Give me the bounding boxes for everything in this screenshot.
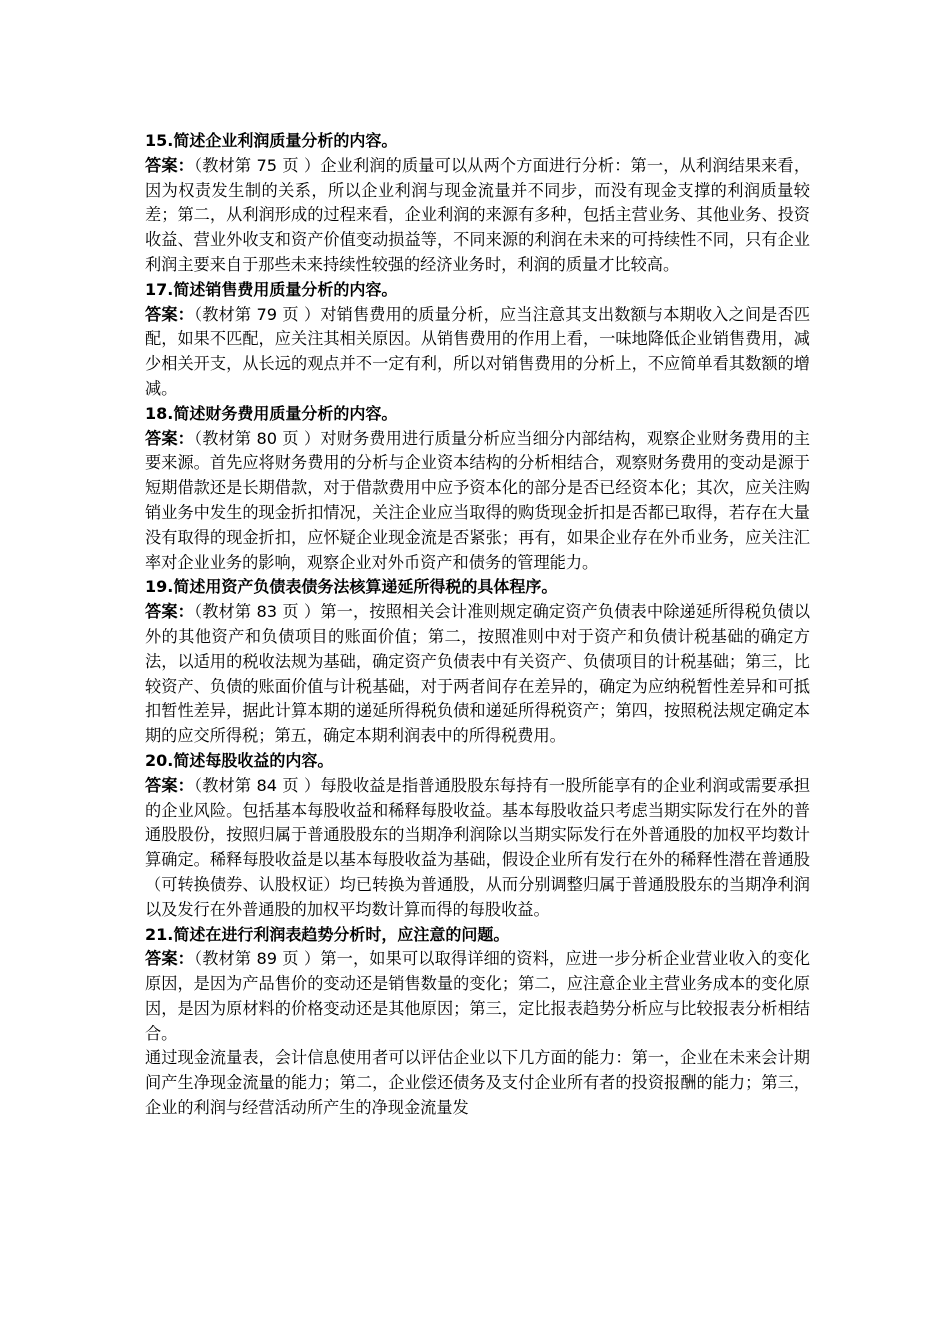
question-19: 19.简述用资产负债表债务法核算递延所得税的具体程序。 [145, 577, 558, 597]
answer-text: 第一，按照相关会计准则规定确定资产负债表中除递延所得税负债以外的其他资产和负债项目的账面价值；第二，按照准则中对于资产和负债计税基础的确定方法，以适用的税收法规为基础，确定资产负债表中有关资产、负债项目的计税基础；第三，比较资产、负债的账面价值与计税基础，对于两者间存在差异的，确定为应纳税暂性差异和可抵扣暂性差异，据此计算本期的递延所得税负债和递延所得税资产；第四，按照税法规定确定本期的应交所得税；第五，确定本期利润表中的所得税费用。 [145, 602, 811, 746]
answer-text: 每股收益是指普通股股东每持有一股所能享有的企业利润或需要承担的企业风险。包括基本每股收益和稀释每股收益。基本每股收益只考虑当期实际发行在外的普通股股份，按照归属于普通股股东的当期净利润除以当期实际发行在外普通股的加权平均数计算确定。稀释每股收益是以基本每股收益为基础，假设企业所有发行在外的稀释性潜在普通股（可转换债券、认股权证）均已转换为普通股，从而分别调整归属于普通股股东的当期净利润以及发行在外普通股的加权平均数计算而得的每股收益。 [145, 775, 811, 919]
answer-label: 答案： [145, 602, 194, 622]
answer-label: 答案： [145, 304, 194, 324]
answer-label: 答案： [145, 775, 194, 795]
question-21: 21.简述在进行利润表趋势分析时，应注意的问题。 [145, 924, 510, 944]
textbook-reference: （教材第 80 页 ） [193, 428, 321, 448]
answer-18 [145, 427, 810, 576]
answer-text: 对销售费用的质量分析，应当注意其支出数额与本期收入之间是否匹配，如果不匹配，应关注其相关原因。从销售费用的作用上看，一味地降低企业销售费用，减少相关开支，从长远的观点并不一定有利，所以对销售费用的分析上，不应简单看其数额的增减。 [145, 304, 811, 398]
answer-text: 企业利润的质量可以从两个方面进行分析：第一，从利润结果来看，因为权责发生制的关系，所以企业利润与现金流量并不同步，而没有现金支撑的利润质量较差；第二，从利润形成的过程来看，企业利润的来源有多种，包括主营业务、其他业务、投资收益、营业外收支和资产价值变动损益等，不同来源的利润在未来的可持续性不同，只有企业利润主要来自于那些未来持续性较强的经济业务时，利润的质量才比较高。 [145, 155, 811, 274]
question-18: 18.简述财务费用质量分析的内容。 [145, 403, 398, 423]
question-20: 20.简述每股收益的内容。 [145, 750, 334, 770]
answer-text: 对财务费用进行质量分析应当细分内部结构，观察企业财务费用的主要来源。首先应将财务费用的分析与企业资本结构的分析相结合，观察财务费用的变动是源于短期借款还是长期借款，对于借款费用中应予资本化的部分是否已经资本化；其次，应关注购销业务中发生的现金折扣情况，关注企业应当取得的购货现金折扣是否都已取得，若存在大量没有取得的现金折扣，应怀疑企业现金流是否紧张；再有，如果企业存在外币业务，应关注汇率对企业业务的影响，观察企业对外币资产和债务的管理能力。 [145, 428, 811, 572]
trailing-paragraph: 通过现金流量表，会计信息使用者可以评估企业以下几方面的能力：第一，企业在未来会计期间产生净现金流量的能力；第二，企业偿还债务及支付企业所有者的投资报酬的能力；第三，企业的利润与经营活动所产生的净现金流量发 [145, 1048, 810, 1118]
answer-label: 答案： [145, 949, 194, 969]
answer-label: 答案： [145, 428, 194, 448]
textbook-reference: （教材第 75 页 ） [193, 155, 321, 175]
textbook-reference: （教材第 89 页 ） [193, 949, 321, 969]
answer-15 [145, 154, 810, 278]
answer-text: 第一，如果可以取得详细的资料，应进一步分析企业营业收入的变化原因，是因为产品售价的变动还是销售数量的变化；第二，应注意企业主营业务成本的变化原因，是因为原材料的价格变动还是其他原因；第三，定比报表趋势分析应与比较报表分析相结合。 [145, 949, 811, 1043]
answer-17 [145, 303, 810, 402]
answer-21 [145, 947, 810, 1046]
answer-19 [145, 600, 810, 749]
textbook-reference: （教材第 83 页 ） [193, 602, 321, 622]
document-body [145, 129, 810, 1121]
question-15: 15.简述企业利润质量分析的内容。 [145, 131, 398, 150]
answer-label: 答案： [145, 155, 194, 175]
textbook-reference: （教材第 79 页 ） [193, 304, 321, 324]
question-17: 17.简述销售费用质量分析的内容。 [145, 279, 398, 299]
answer-20 [145, 774, 810, 923]
textbook-reference: （教材第 84 页 ） [193, 775, 321, 795]
